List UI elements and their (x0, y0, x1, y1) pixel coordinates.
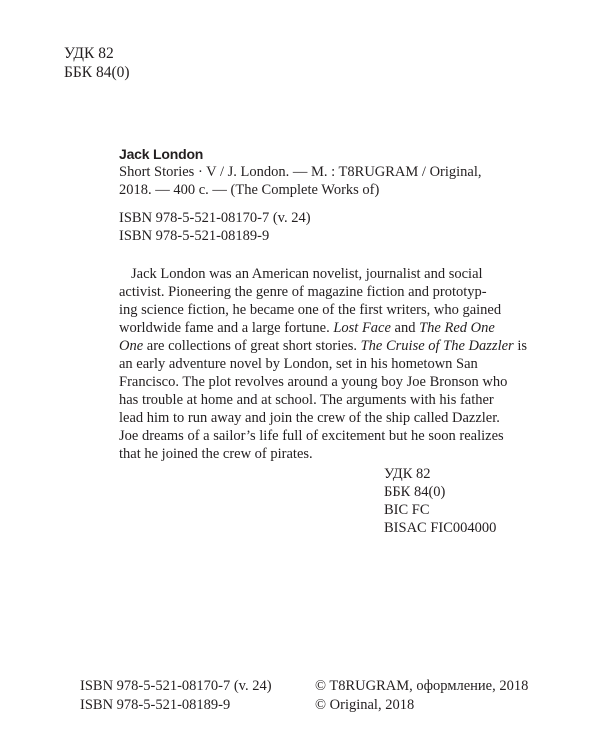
udk-code: УДК 82 (384, 466, 431, 482)
annotation-text: are collections of great short stories. (143, 338, 361, 354)
bisac-code: BISAC FIC004000 (384, 520, 497, 536)
annotation-line (119, 355, 530, 373)
bibliographic-entry (119, 145, 529, 199)
isbn-line: ISBN 978-5-521-08170-7 (v. 24) (119, 210, 311, 226)
bbk-code: ББК 84(0) (384, 484, 446, 500)
annotation-text: Joe dreams of a sailor’s life full of excitement but he soon realizes (119, 428, 504, 444)
footer-isbn-list (80, 677, 272, 715)
annotation-line (119, 391, 530, 409)
isbn-line: ISBN 978-5-521-08189-9 (119, 228, 270, 244)
annotation-line (119, 427, 530, 445)
footer-copyright (315, 677, 528, 715)
copyright-line: © T8RUGRAM, оформление, 2018 (315, 678, 529, 694)
udk-code: УДК 82 (64, 45, 114, 62)
footer-isbn-line: ISBN 978-5-521-08170-7 (v. 24) (80, 678, 272, 694)
book-title-cruise-of-dazzler: The Cruise of The Dazzler (360, 338, 514, 354)
annotation-line (119, 409, 530, 427)
annotation-text: lead him to run away and join the crew of the ship called Dazzler. (119, 410, 500, 426)
top-classification-codes (64, 44, 130, 82)
biblio-line: 2018. — 400 с. — (The Complete Works of) (119, 182, 380, 198)
annotation-line (119, 373, 530, 391)
book-title-lost-face: Lost Face (333, 320, 391, 336)
book-title-red-one-cont: One (119, 338, 144, 354)
annotation-line (119, 445, 530, 463)
book-annotation (119, 265, 530, 463)
author-name: Jack London (119, 146, 204, 162)
annotation-text: ing science fiction, he became one of the first writers, who gained (119, 302, 502, 318)
annotation-text: activist. Pioneering the genre of magazine fiction and prototyp- (119, 284, 487, 300)
bic-code: BIC FC (384, 502, 430, 518)
annotation-line (119, 265, 530, 283)
annotation-text: and (390, 320, 420, 336)
annotation-text: has trouble at home and at school. The arguments with his father (119, 392, 494, 408)
annotation-text: that he joined the crew of pirates. (119, 446, 313, 462)
annotation-line (119, 319, 530, 337)
isbn-list (119, 209, 311, 245)
right-classification-codes (384, 465, 496, 537)
book-title-red-one: The Red One (419, 320, 495, 336)
annotation-line (119, 337, 530, 355)
footer-isbn-line: ISBN 978-5-521-08189-9 (80, 697, 231, 713)
annotation-text: an early adventure novel by London, set in his hometown San (119, 356, 478, 372)
bbk-code: ББК 84(0) (64, 64, 130, 81)
annotation-text: Jack London was an American novelist, journalist and social (131, 266, 483, 282)
annotation-text: is (513, 338, 527, 354)
annotation-line (119, 301, 530, 319)
annotation-text: Francisco. The plot revolves around a young boy Joe Bronson who (119, 374, 508, 390)
biblio-line: Short Stories · V / J. London. — M. : T8RUGRAM / Original, (119, 164, 482, 180)
annotation-text: worldwide fame and a large fortune. (119, 320, 334, 336)
copyright-line: © Original, 2018 (315, 697, 415, 713)
annotation-line (119, 283, 530, 301)
